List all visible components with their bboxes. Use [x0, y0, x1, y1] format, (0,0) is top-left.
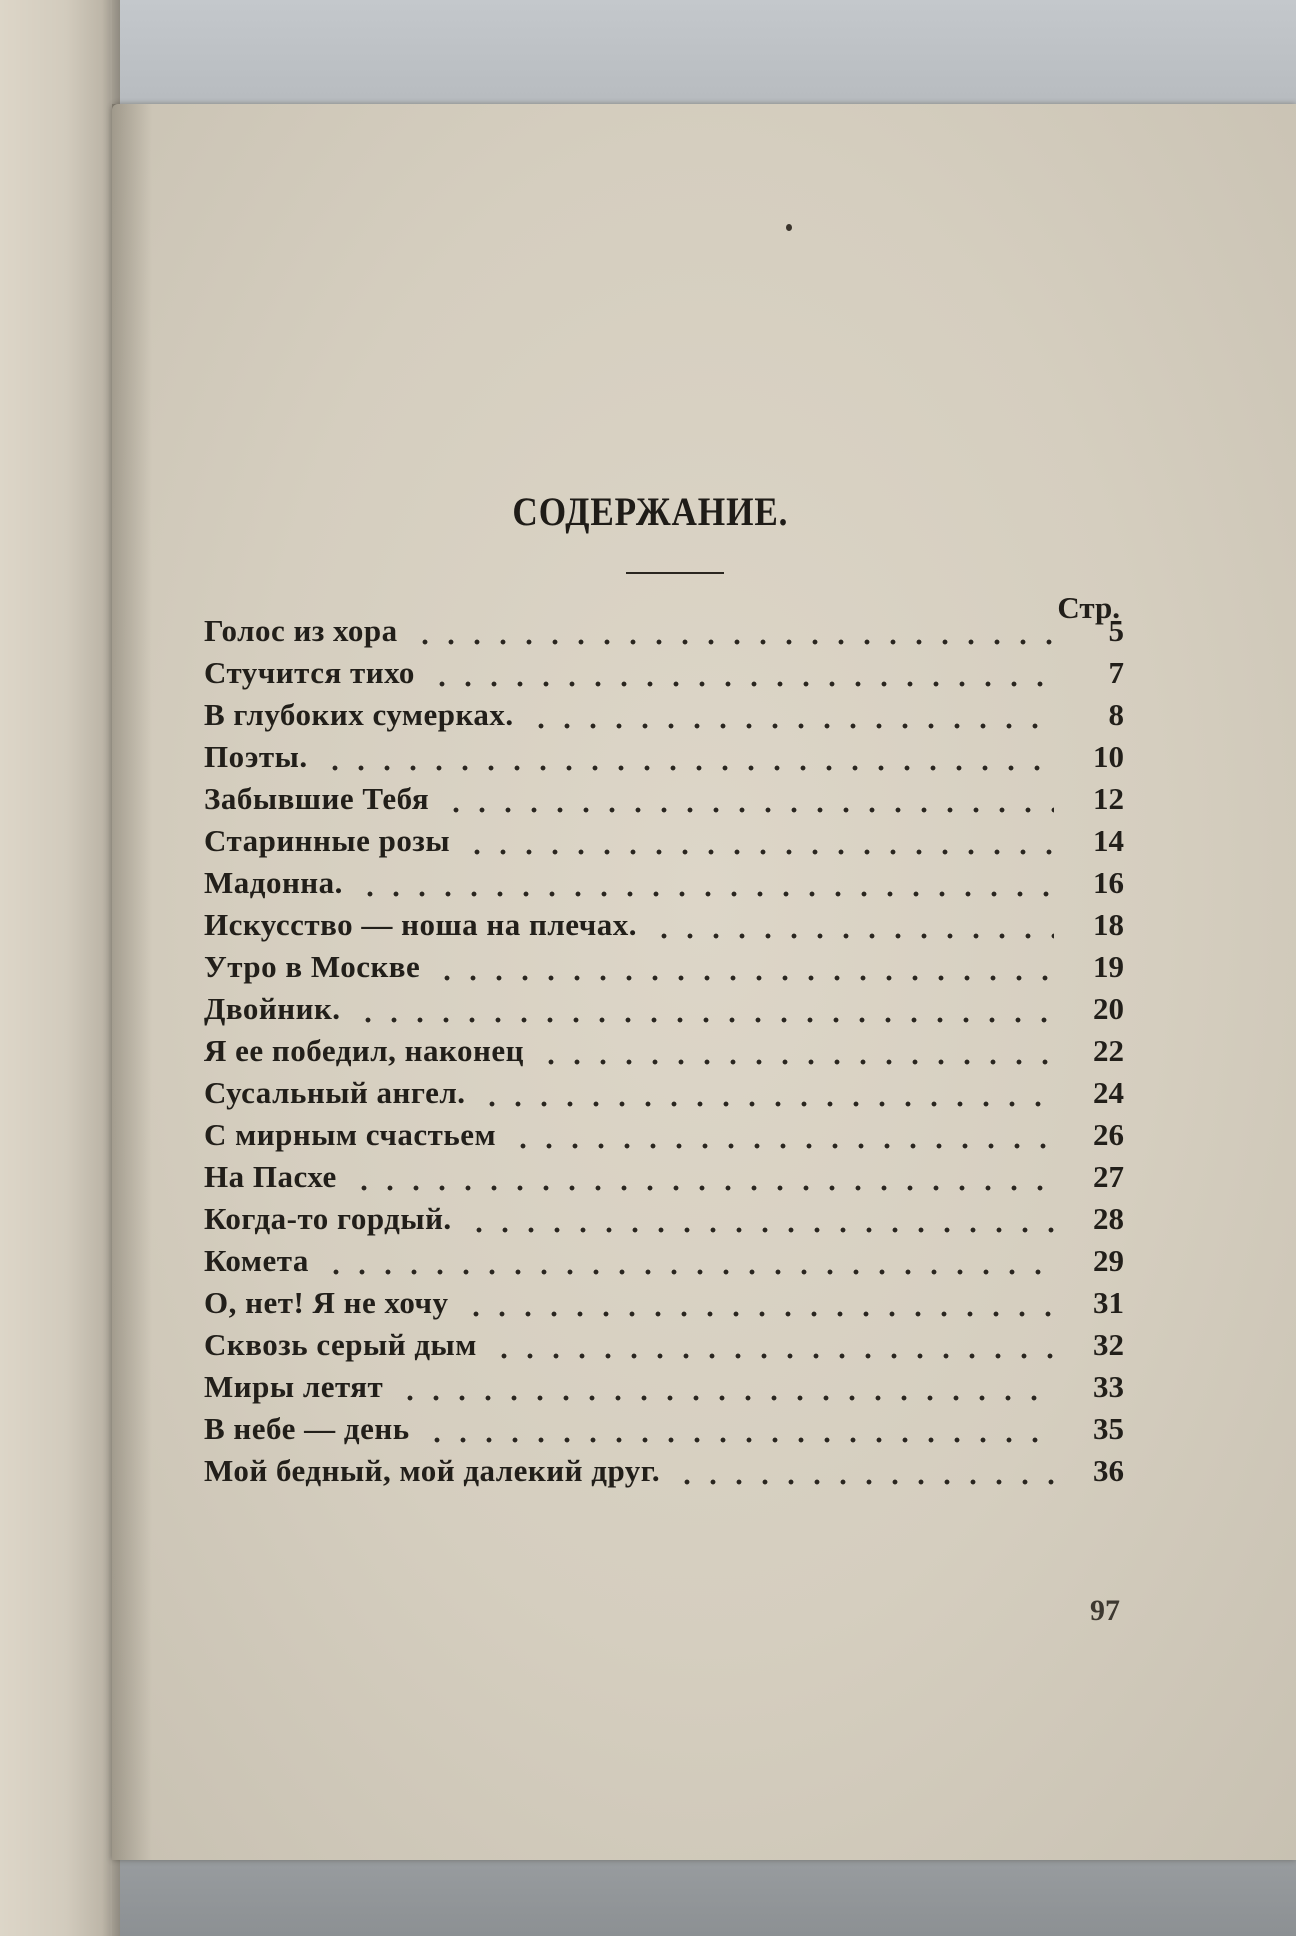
toc-entry	[204, 907, 1124, 947]
toc-entry	[204, 655, 1124, 695]
toc-entry-title: Сусальный ангел.	[204, 1075, 466, 1110]
toc-entry-page: 22	[1093, 1033, 1124, 1068]
toc-entry	[204, 1285, 1124, 1325]
toc-entry	[204, 1327, 1124, 1367]
dot-leader	[443, 807, 1054, 813]
dot-leader	[479, 1101, 1054, 1107]
toc-entry	[204, 739, 1124, 779]
dot-leader	[322, 765, 1054, 771]
page-column-label: Стр.	[1057, 590, 1120, 625]
toc-entry-title: Старинные розы	[204, 823, 451, 858]
dot-leader	[651, 933, 1054, 939]
dot-leader	[351, 1185, 1054, 1191]
dot-leader	[429, 681, 1054, 687]
toc-entry	[204, 1411, 1124, 1451]
dot-leader	[491, 1353, 1054, 1359]
toc-entry	[204, 1117, 1124, 1157]
toc-entry	[204, 1159, 1124, 1199]
dot-leader	[323, 1269, 1054, 1275]
toc-entry-title: Комета	[204, 1243, 309, 1278]
toc-entry-title: Когда-то гордый.	[204, 1201, 452, 1236]
toc-entry-page: 28	[1093, 1201, 1124, 1236]
toc-entry-page: 27	[1093, 1159, 1124, 1194]
toc-entry-title: О, нет! Я не хочу	[204, 1285, 449, 1320]
dot-leader	[510, 1143, 1054, 1149]
dot-leader	[357, 891, 1054, 897]
title-rule	[626, 572, 724, 574]
facing-page-edge	[0, 0, 120, 1936]
dot-leader	[412, 639, 1054, 645]
toc-entry-title: Мадонна.	[204, 865, 343, 900]
toc-entry	[204, 1075, 1124, 1115]
toc-entry-title: Сквозь серый дым	[204, 1327, 477, 1362]
toc-entry-page: 20	[1093, 991, 1124, 1026]
toc-entry	[204, 1369, 1124, 1409]
toc-entry	[204, 991, 1124, 1031]
toc-entry	[204, 1453, 1124, 1493]
dot-leader	[528, 723, 1054, 729]
toc-entry	[204, 823, 1124, 863]
toc-entry-page: 26	[1093, 1117, 1124, 1152]
toc-entry	[204, 613, 1124, 653]
page-title: СОДЕРЖАНИЕ.	[512, 489, 789, 534]
toc-entry-title: Стучится тихо	[204, 655, 415, 690]
toc-entry-title: Я ее победил, наконец	[204, 1033, 524, 1068]
dot-leader	[538, 1059, 1054, 1065]
toc-entry	[204, 697, 1124, 737]
dot-leader	[466, 1227, 1054, 1233]
toc-entry-title: Миры летят	[204, 1369, 384, 1404]
toc-entry-page: 14	[1093, 823, 1124, 858]
toc-entry-page: 31	[1093, 1285, 1124, 1320]
toc-entry-page: 7	[1108, 655, 1124, 690]
toc-entry-page: 33	[1093, 1369, 1124, 1404]
toc-entry-page: 36	[1093, 1453, 1124, 1488]
toc-entry-page: 5	[1108, 613, 1124, 648]
toc-entry-title: В глубоких сумерках.	[204, 697, 514, 732]
toc-entry-page: 18	[1093, 907, 1124, 942]
dot-leader	[355, 1017, 1054, 1023]
toc-entry-page: 29	[1093, 1243, 1124, 1278]
dot-leader	[463, 1311, 1054, 1317]
toc-entry	[204, 865, 1124, 905]
page-number: 97	[1090, 1594, 1120, 1627]
dot-leader	[434, 975, 1054, 981]
toc-entry-page: 8	[1108, 697, 1124, 732]
toc-entry-title: Забывшие Тебя	[204, 781, 430, 816]
toc-entry-title: Утро в Москве	[204, 949, 421, 984]
toc-entry-title: Двойник.	[204, 991, 341, 1026]
toc-entry	[204, 781, 1124, 821]
dot-leader	[464, 849, 1054, 855]
toc-entry	[204, 1243, 1124, 1283]
toc-entry-page: 16	[1093, 865, 1124, 900]
toc-entry-page: 12	[1093, 781, 1124, 816]
toc-entry-title: Искусство — ноша на плечах.	[204, 907, 637, 942]
toc-entry-title: На Пасхе	[204, 1159, 337, 1194]
toc-entry-title: С мирным счастьем	[204, 1117, 497, 1152]
toc-entry-page: 35	[1093, 1411, 1124, 1446]
toc-entry-page: 19	[1093, 949, 1124, 984]
dot-leader	[397, 1395, 1054, 1401]
dot-leader	[674, 1479, 1054, 1485]
ink-speck	[786, 224, 792, 231]
toc-entry-title: Поэты.	[204, 739, 308, 774]
toc-entry	[204, 1033, 1124, 1073]
toc-entry-page: 24	[1093, 1075, 1124, 1110]
toc-entry-title: Голос из хора	[204, 613, 398, 648]
toc-entry-title: Мой бедный, мой далекий друг.	[204, 1453, 661, 1488]
toc-entry	[204, 949, 1124, 989]
toc-entry	[204, 1201, 1124, 1241]
dot-leader	[424, 1437, 1054, 1443]
toc-entry-page: 10	[1093, 739, 1124, 774]
toc-entry-page: 32	[1093, 1327, 1124, 1362]
toc-entry-title: В небе — день	[204, 1411, 410, 1446]
